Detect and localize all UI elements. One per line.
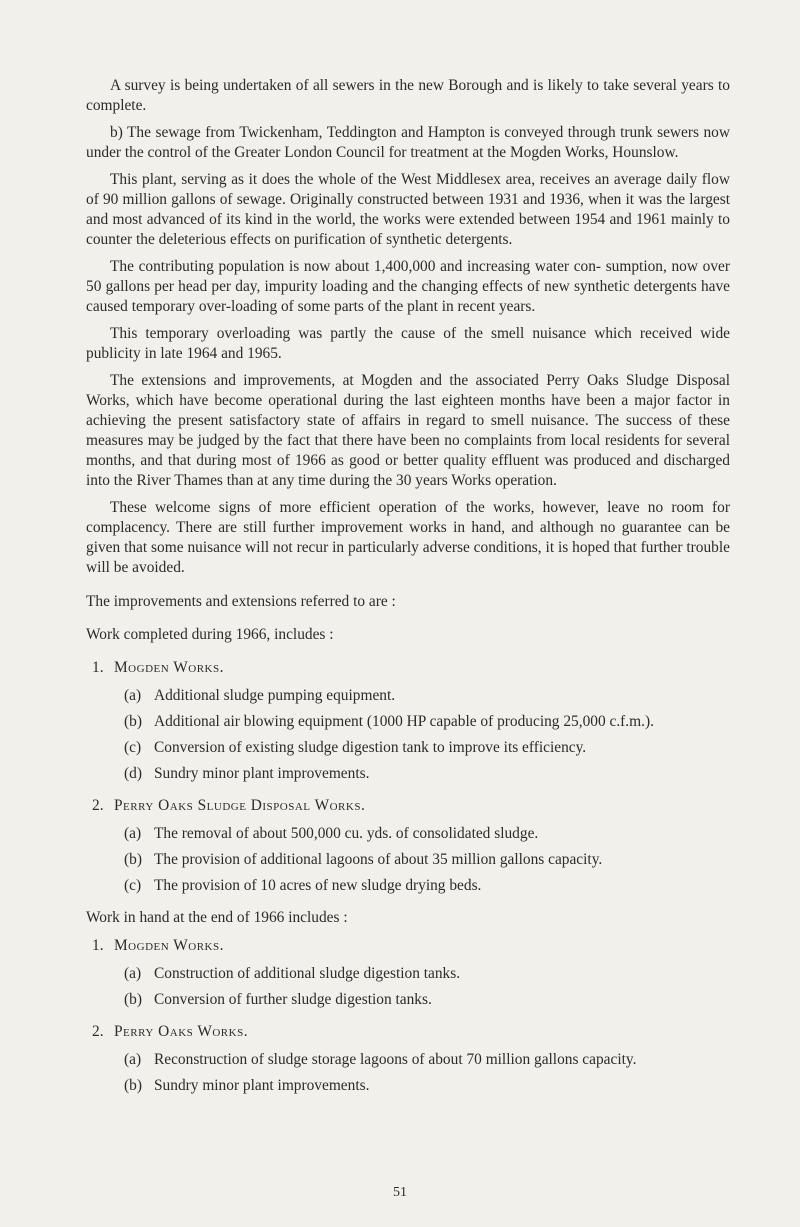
- paragraph-mogden-sewage: b) The sewage from Twickenham, Teddington and Hampton is conveyed through trunk sewers now under the control of the Greater London Council for treatment at the Mogden Works, Hounslow.: [86, 124, 730, 161]
- paragraph-extensions: The extensions and improvements, at Mogden and the associated Perry Oaks Sludge Disposal Works, which have become operational during the last eighteen months have been a major factor in achieving the present satisfactory state of affairs in regard to smell nuisance. The success of these measures may be judged by the fact that there have been no complaints from local residents for several months, and that during most of 1966 as good or better quality effluent was produced and discharged into the River Thames than at any time during the 30 years Works operation.: [86, 372, 730, 489]
- list-item: (a) Additional sludge pumping equipment.: [124, 687, 396, 704]
- list-item: (b) Conversion of further sludge digestion tanks.: [124, 991, 432, 1008]
- completed-heading: Work completed during 1966, includes :: [86, 626, 334, 643]
- list-item: (d) Sundry minor plant improvements.: [124, 765, 370, 782]
- paragraph-population: The contributing population is now about 1,400,000 and increasing water con- sumption, now over 50 gallons per head per day, impurity loading and the changing effects of new synthetic detergents have caused temporary over-loading of some parts of the plant in recent years.: [86, 258, 730, 315]
- in-hand-section-perry-oaks: [86, 1022, 730, 1096]
- list-item: (b) Sundry minor plant improvements.: [124, 1077, 370, 1094]
- list-item: (b) Additional air blowing equipment (1000 HP capable of producing 25,000 c.f.m.).: [124, 713, 654, 730]
- list-item: (c) Conversion of existing sludge digestion tank to improve its efficiency.: [124, 739, 587, 756]
- section-heading: 1. Mogden Works.: [92, 659, 224, 676]
- completed-section-perry-oaks: [86, 796, 730, 896]
- paragraph-complacency: These welcome signs of more efficient operation of the works, however, leave no room for complacency. There are still further improvement works in hand, and although no guarantee can be given that some nuisance will not recur in particularly adverse conditions, it is hoped that further trouble will be avoided.: [86, 499, 730, 576]
- improvements-intro: The improvements and extensions referred to are :: [86, 593, 396, 610]
- section-heading: 2. Perry Oaks Works.: [92, 1023, 249, 1040]
- list-item: (a) Construction of additional sludge digestion tanks.: [124, 965, 461, 982]
- section-heading: 1. Mogden Works.: [92, 937, 224, 954]
- paragraph-sewer-survey: A survey is being undertaken of all sewers in the new Borough and is likely to take several years to complete.: [86, 77, 730, 114]
- in-hand-heading: Work in hand at the end of 1966 includes :: [86, 909, 348, 926]
- paragraph-plant-flow: This plant, serving as it does the whole of the West Middlesex area, receives an average daily flow of 90 million gallons of sewage. Originally constructed between 1931 and 1936, when it was the largest and most advanced of its kind in the world, the works were extended between 1954 and 1961 mainly to counter the deleterious effects on purification of synthetic detergents.: [86, 171, 730, 248]
- in-hand-section-mogden: [86, 936, 730, 1010]
- page-number: 51: [393, 1185, 407, 1200]
- list-item: (c) The provision of 10 acres of new sludge drying beds.: [124, 877, 482, 894]
- paragraph-overloading: This temporary overloading was partly the cause of the smell nuisance which received wide publicity in late 1964 and 1965.: [86, 325, 730, 362]
- list-item: (b) The provision of additional lagoons of about 35 million gallons capacity.: [124, 851, 603, 868]
- section-heading: 2. Perry Oaks Sludge Disposal Works.: [92, 797, 366, 814]
- list-item: (a) The removal of about 500,000 cu. yds. of consolidated sludge.: [124, 825, 539, 842]
- completed-section-mogden: [86, 658, 730, 784]
- list-item: (a) Reconstruction of sludge storage lagoons of about 70 million gallons capacity.: [124, 1051, 637, 1068]
